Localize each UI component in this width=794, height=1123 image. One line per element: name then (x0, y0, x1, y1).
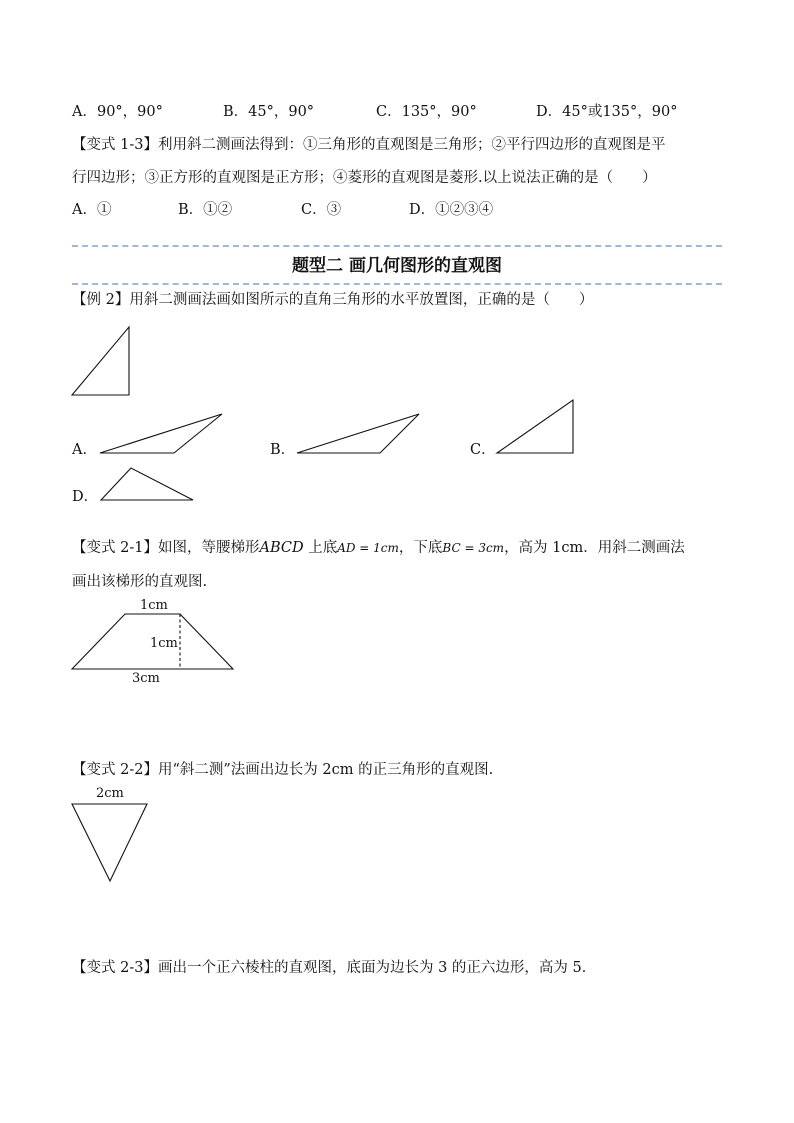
question-v21-line2: 画出该梯形的直观图. (72, 574, 208, 590)
option-a: A． (72, 442, 97, 458)
section-divider-bottom (72, 283, 722, 285)
option-b: B．45°，90° (223, 104, 315, 120)
option-d: D． (72, 489, 99, 505)
question-v13-line2: 行四边形；③正方形的直观图是正方形；④菱形的直观图是菱形.以上说法正确的是（ ） (72, 170, 657, 186)
example-2-text: 【例 2】用斜二测画法画如图所示的直角三角形的水平放置图，正确的是（ ） (72, 292, 594, 308)
option-c: C．135°，90° (376, 104, 477, 120)
right-triangle-figure (70, 325, 132, 398)
section-title: 题型二 画几何图形的直观图 (292, 256, 502, 276)
section-divider-top (72, 245, 722, 247)
trapezoid-figure (70, 612, 235, 672)
lower-base-value: BC = 3cm (442, 541, 505, 555)
option-c: C． (470, 442, 496, 458)
option-c: C．③ (301, 202, 342, 218)
option-b-triangle (295, 412, 421, 456)
option-a-triangle (98, 412, 224, 456)
option-b: B．①② (178, 202, 233, 218)
question-v13-line1: 【变式 1-3】利用斜二测画法得到：①三角形的直观图是三角形；②平行四边形的直观图是平 (72, 137, 666, 153)
option-a: A．90°，90° (72, 104, 163, 120)
option-d: D．①②③④ (409, 202, 494, 218)
trapezoid-name: ABCD (259, 540, 304, 556)
triangle-side-label: 2cm (96, 786, 124, 801)
trapezoid-height-label: 1cm (150, 636, 178, 651)
upper-base-value: AD = 1cm (337, 541, 399, 555)
trapezoid-top-label: 1cm (140, 598, 168, 613)
option-a: A．① (72, 202, 112, 218)
option-d-triangle (99, 466, 196, 503)
question-v22: 【变式 2-2】用“斜二测”法画出边长为 2cm 的正三角形的直观图. (72, 762, 494, 778)
option-b: B． (270, 442, 296, 458)
trapezoid-bottom-label: 3cm (132, 671, 160, 686)
question-v23: 【变式 2-3】画出一个正六棱柱的直观图，底面为边长为 3 的正六边形，高为 5． (72, 960, 597, 976)
option-c-triangle (495, 398, 575, 456)
question-v21-line1: 【变式 2-1】如图，等腰梯形ABCD 上底AD = 1cm，下底BC = 3cm，高为 1cm．用斜二测画法 (72, 540, 685, 556)
equilateral-triangle-figure (70, 802, 150, 884)
option-d: D．45°或135°，90° (536, 104, 678, 120)
